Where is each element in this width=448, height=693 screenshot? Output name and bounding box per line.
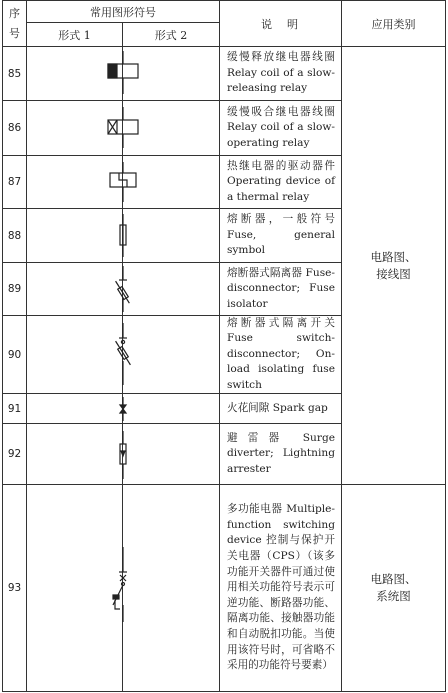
header-form1: 形式 1 [58, 28, 91, 42]
header-desc: 说 明 [261, 17, 300, 31]
row-number: 91 [7, 402, 22, 415]
symbols-layer [27, 47, 219, 691]
row-description: 多功能电器 Multiple-function switching device 控制与保护开关电器（CPS）（该多功能开关器件可通过使用相关功能符号表示可逆功能、断路器功能、隔离功能、接触器功能和自动脱扣功能。当使用该符号时，可省略不采用的功能符号要素） [227, 503, 335, 672]
row-description: 熔断器式隔离器 Fuse-disconnector; Fuse isolator [227, 266, 335, 310]
header-form2: 形式 2 [154, 28, 188, 42]
fuse-icon [120, 214, 126, 257]
row-description: 热继电器的驱动器件 Operating device of a thermal relay [227, 159, 335, 203]
row-description: 缓慢释放继电器线圈 Relay coil of a slow-releasing relay [227, 51, 335, 95]
row-description: 缓慢吸合继电器线圈 Relay coil of a slow-operating relay [227, 105, 335, 149]
spark-gap-icon [120, 397, 126, 421]
slow-release-coil-icon [108, 51, 138, 94]
row-description: 避雷器 Surge diverter; Lightning arrester [227, 431, 335, 475]
header-category: 应用类别 [371, 17, 416, 31]
row-description: 熔断器，一般符号 Fuse, general symbol [227, 213, 335, 257]
category-cell: 电路图、 系统图 [370, 572, 417, 603]
row-description: 熔断器式隔离开关 Fuse switch-disconnector; On-load isolating fuse switch [227, 316, 335, 391]
row-number: 88 [7, 229, 22, 242]
slow-operate-coil-icon [108, 107, 138, 148]
header-seq: 序号 [9, 6, 20, 40]
fuse-disconnector-icon [113, 266, 131, 312]
multi-function-device-icon [113, 547, 127, 622]
row-number: 93 [7, 582, 22, 594]
row-description: 火花间隙 Spark gap [227, 401, 328, 414]
header-symbol: 常用图形符号 [90, 5, 156, 19]
row-number: 86 [7, 122, 22, 134]
fuse-switch-icon [113, 323, 132, 385]
row-number: 90 [7, 348, 22, 361]
thermal-relay-icon [110, 162, 136, 202]
row-number: 92 [7, 448, 22, 460]
row-number: 85 [7, 67, 22, 80]
category-cell: 电路图、 接线图 [370, 249, 417, 281]
row-number: 89 [7, 283, 22, 295]
row-number: 87 [7, 176, 22, 188]
surge-diverter-icon [120, 431, 126, 479]
